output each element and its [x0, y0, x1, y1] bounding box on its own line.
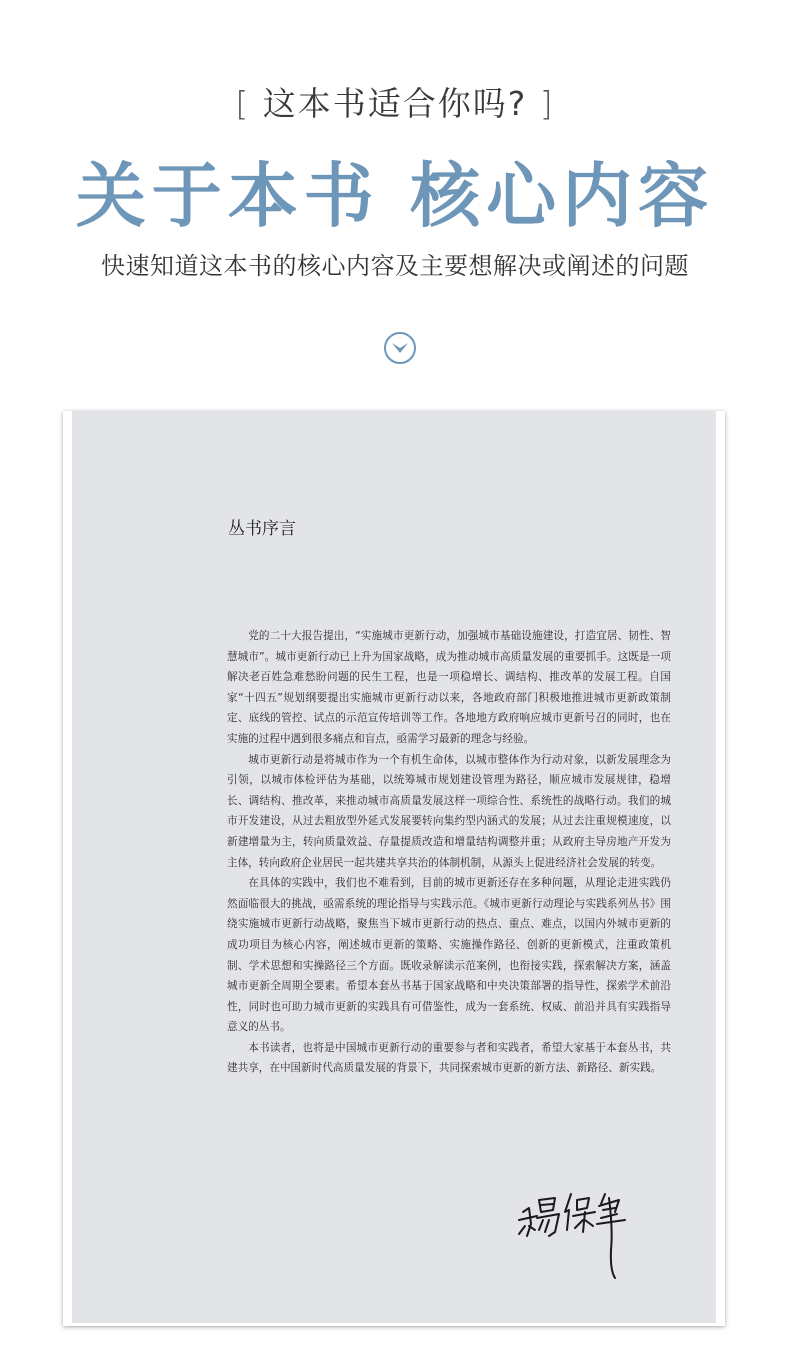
- document-paragraph: 城市更新行动是将城市作为一个有机生命体，以城市整体作为行动对象，以新发展理念为引领，以城市体检评估为基础，以统筹城市规划建设管理为路径，顺应城市发展规律，稳增长、调结构、推改革，来推动城市高质量发展这样一项综合性、系统性的战略行动。我们的城市开发建设，从过去粗放型外延式发展要转向集约型内涵式的发展；从过去注重规模速度，以新建增量为主，转向质量效益、存量提质改造和增量结构调整并重；从政府主导房地产开发为主体，转向政府企业居民一起共建共享共治的体制机制，从源头上促进经济社会发展的转变。: [227, 753, 671, 869]
- document-paragraph: 党的二十大报告提出，“实施城市更新行动，加强城市基础设施建设，打造宜居、韧性、智慧城市”。城市更新行动已上升为国家战略，成为推动城市高质量发展的重要抓手。这既是一项解决老百姓急难愁盼问题的民生工程，也是一项稳增长、调结构、推改革的发展工程。自国家“十四五”规划纲要提出实施城市更新行动以来，各地政府部门积极地推进城市更新政策制定、底线的管控、试点的示范宣传培训等工作。各地地方政府响应城市更新号召的同时，也在实施的过程中遇到很多痛点和盲点，亟需学习最新的理念与经验。: [227, 630, 671, 745]
- document-body: [227, 626, 671, 1079]
- document-paragraph: 在具体的实践中，我们也不难看到，目前的城市更新还存在多种问题，从理论走进实践仍然面临很大的挑战，亟需系统的理论指导与实践示范。《城市更新行动理论与实践系列丛书》围绕实施城市更新行动战略，聚焦当下城市更新行动的热点、重点、难点，以国内外城市更新的成功项目为核心内容，阐述城市更新的策略、实施操作路径、创新的更新模式，注重政策机制、学术思想和实操路径三个方面。既收录解读示范案例，也衔接实践，探索解决方案，涵盖城市更新全周期全要素。希望本套丛书基于国家战略和中央决策部署的指导性，探索学术前沿性，同时也可助力城市更新的实践具有可借鉴性，成为一套系统、权威、前沿并具有实践指导意义的丛书。: [227, 877, 671, 1034]
- subtitle-bracket-open: [: [235, 84, 251, 123]
- document-heading: 丛书序言: [228, 519, 296, 539]
- subtitle-bracket-close: ]: [539, 84, 555, 123]
- subtitle-text: 这本书适合你吗?: [262, 84, 528, 123]
- document-paragraph: 本书读者，也将是中国城市更新行动的重要参与者和实践者，希望大家基于本套丛书，共建共享，在中国新时代高质量发展的背景下，共同探索城市更新的新方法、新路径、新实践。: [227, 1041, 671, 1075]
- chevron-down-circle-icon[interactable]: [383, 331, 417, 365]
- section-description: 快速知道这本书的核心内容及主要想解决或阐述的问题: [101, 252, 689, 280]
- handwritten-signature: [515, 1190, 640, 1282]
- section-subtitle: [0, 78, 790, 125]
- section-title: 关于本书 核心内容: [75, 154, 715, 237]
